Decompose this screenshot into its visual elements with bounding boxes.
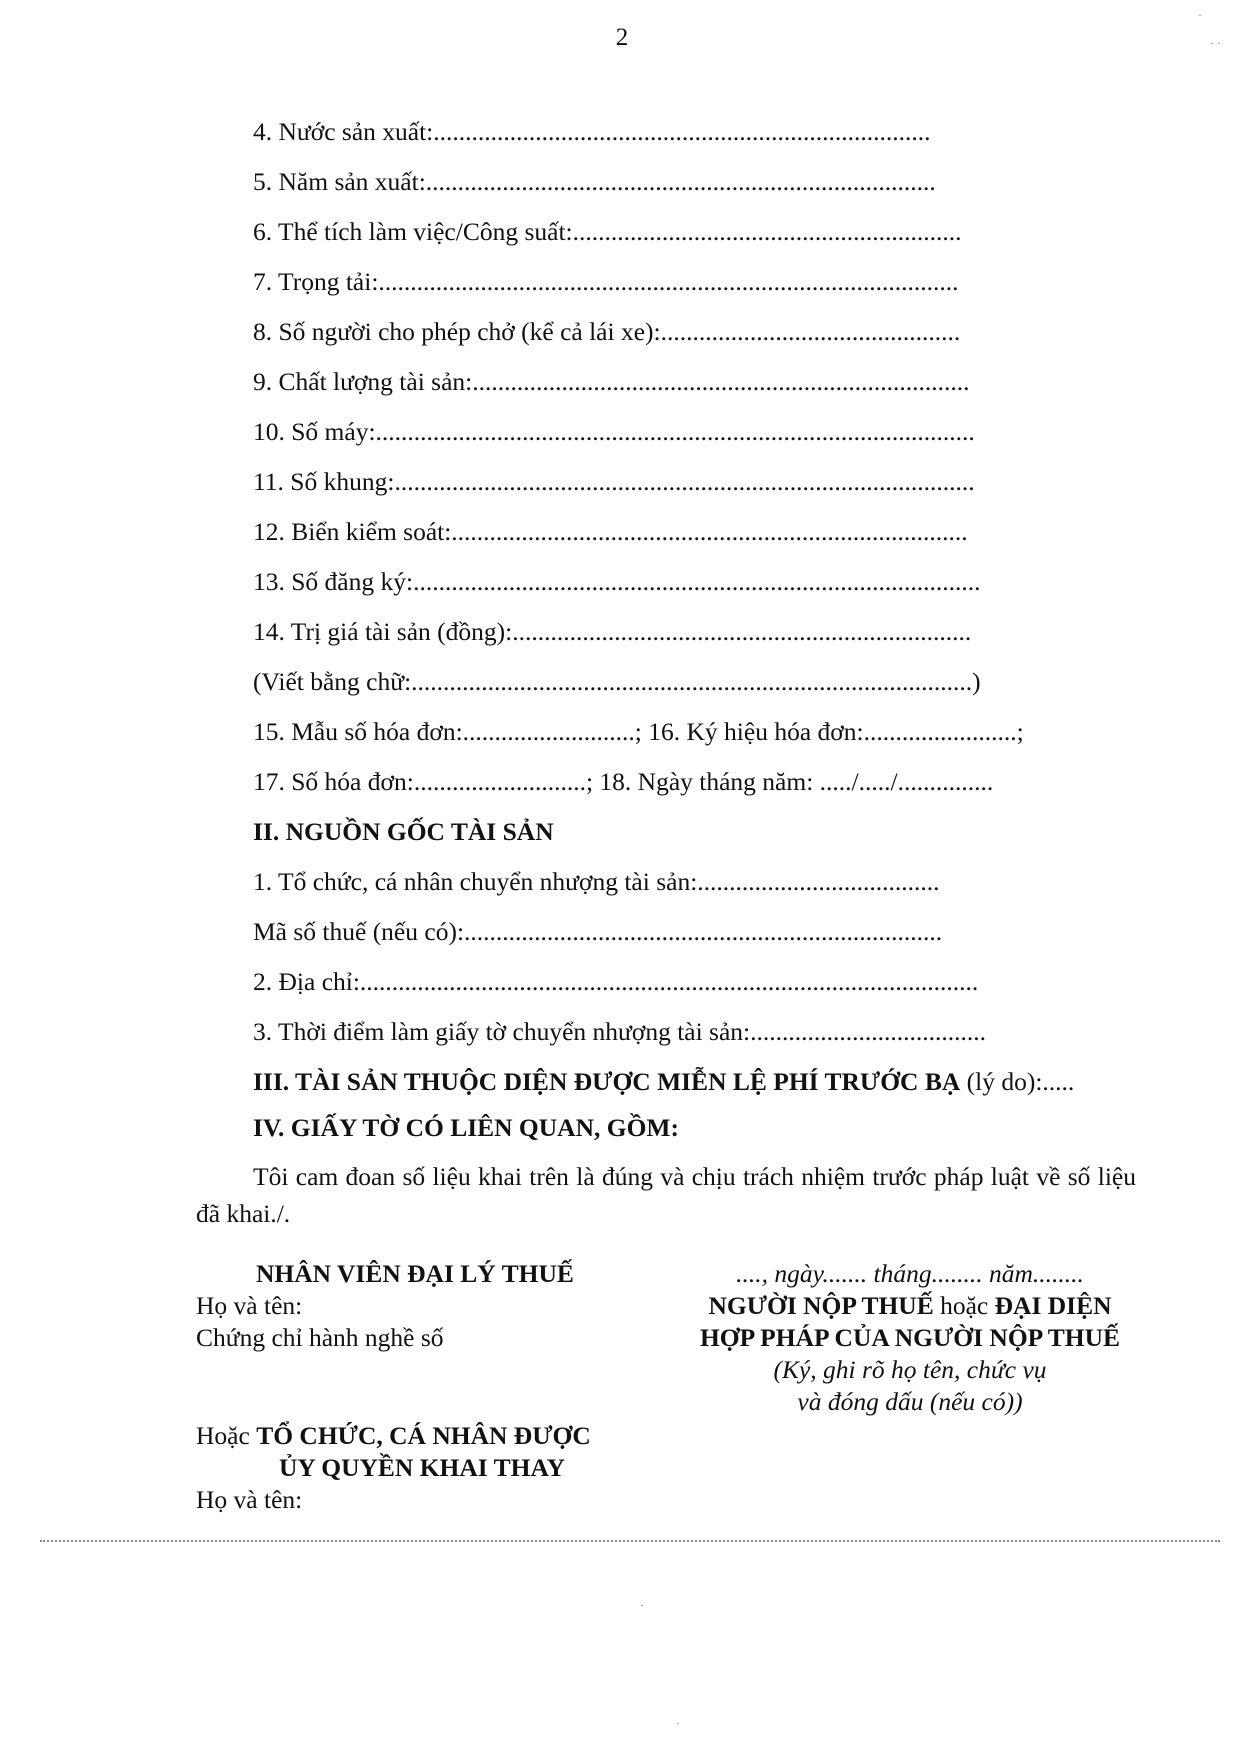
section-iii-heading [253,1066,1074,1098]
field-payload: 7. Trọng tải:........................................................................................... [253,267,959,296]
declaration-paragraph: Tôi cam đoan số liệu khai trên là đúng và chịu trách nhiệm trước pháp luật về số liệu đã khai./. [196,1162,1136,1228]
tax-agent-name-label: Họ và tên: [196,1291,303,1320]
section-iii-title: III. TÀI SẢN THUỘC DIỆN ĐƯỢC MIỄN LỆ PHÍ TRƯỚC BẠ [253,1067,961,1096]
field-origin-country: 4. Nước sản xuất:.............................................................................. [253,117,931,146]
page-bottom-dotted-border [40,1540,1220,1542]
field-asset-value: 14. Trị giá tài sản (đồng):........................................................................ [253,617,972,646]
scan-speck: · [676,1716,680,1730]
section-iii-reason: (lý do):..... [960,1067,1075,1096]
authorized-name-label: Họ và tên: [196,1485,303,1514]
taxpayer-title-part2: ĐẠI DIỆN [994,1291,1112,1320]
field-passenger-capacity: 8. Số người cho phép chở (kể cả lái xe):............................................... [253,317,961,346]
signature-instruction-line2: và đóng dấu (nếu có)) [797,1387,1023,1416]
signature-instruction-line1: (Ký, ghi rõ họ tên, chức vụ [773,1355,1047,1384]
field-engine-number: 10. Số máy:.............................................................................................. [253,417,975,446]
tax-agent-cert-label: Chứng chỉ hành nghề số [196,1323,444,1352]
date-line: ...., ngày....... tháng........ năm........ [736,1259,1084,1288]
taxpayer-title-line1 [660,1290,1160,1322]
field-tax-code: Mã số thuế (nếu có):........................................................................... [253,917,943,946]
field-manufacture-year: 5. Năm sản xuất:................................................................................ [253,167,936,196]
field-asset-quality: 9. Chất lượng tài sản:.............................................................................. [253,367,970,396]
or-prefix: Hoặc [196,1421,257,1450]
field-invoice-number-date: 17. Số hóa đơn:...........................; 18. Ngày tháng năm: ...../...../............... [253,767,994,796]
authorized-party-line1 [196,1420,676,1452]
authorized-title-1: TỔ CHỨC, CÁ NHÂN ĐƯỢC [256,1421,591,1450]
taxpayer-title-connector: hoặc [933,1291,995,1320]
field-transfer-time: 3. Thời điểm làm giấy tờ chuyển nhượng tài sản:..................................... [253,1017,987,1046]
field-transferor: 1. Tổ chức, cá nhân chuyển nhượng tài sản:...................................... [253,867,940,896]
tax-agent-block [196,1258,676,1516]
field-invoice-form-symbol: 15. Mẫu số hóa đơn:...........................; 16. Ký hiệu hóa đơn:........................; [253,717,1024,746]
field-license-plate: 12. Biển kiểm soát:................................................................................. [253,517,968,546]
field-chassis-number: 11. Số khung:........................................................................................... [253,467,975,496]
field-capacity: 6. Thể tích làm việc/Công suất:............................................................. [253,217,962,246]
section-iv-heading: IV. GIẤY TỜ CÓ LIÊN QUAN, GỒM: [253,1113,679,1142]
scan-speck: · [1198,8,1202,22]
tax-agent-title: NHÂN VIÊN ĐẠI LÝ THUẾ [256,1259,574,1288]
taxpayer-signature-block [660,1258,1160,1418]
taxpayer-title-line2: HỢP PHÁP CỦA NGƯỜI NỘP THUẾ [699,1323,1121,1352]
scan-speck: · [640,1598,644,1612]
section-ii-heading: II. NGUỒN GỐC TÀI SẢN [253,817,554,846]
page-number: 2 [615,24,629,51]
authorized-title-2: ỦY QUYỀN KHAI THAY [279,1453,565,1482]
scan-speck: · · [1210,36,1221,50]
field-registration-number: 13. Số đăng ký:......................................................................................... [253,567,981,596]
taxpayer-title-part1: NGƯỜI NỘP THUẾ [708,1291,934,1320]
field-value-in-words: (Viết bằng chữ:........................................................................................) [253,667,981,696]
field-address: 2. Địa chỉ:................................................................................................. [253,967,979,996]
